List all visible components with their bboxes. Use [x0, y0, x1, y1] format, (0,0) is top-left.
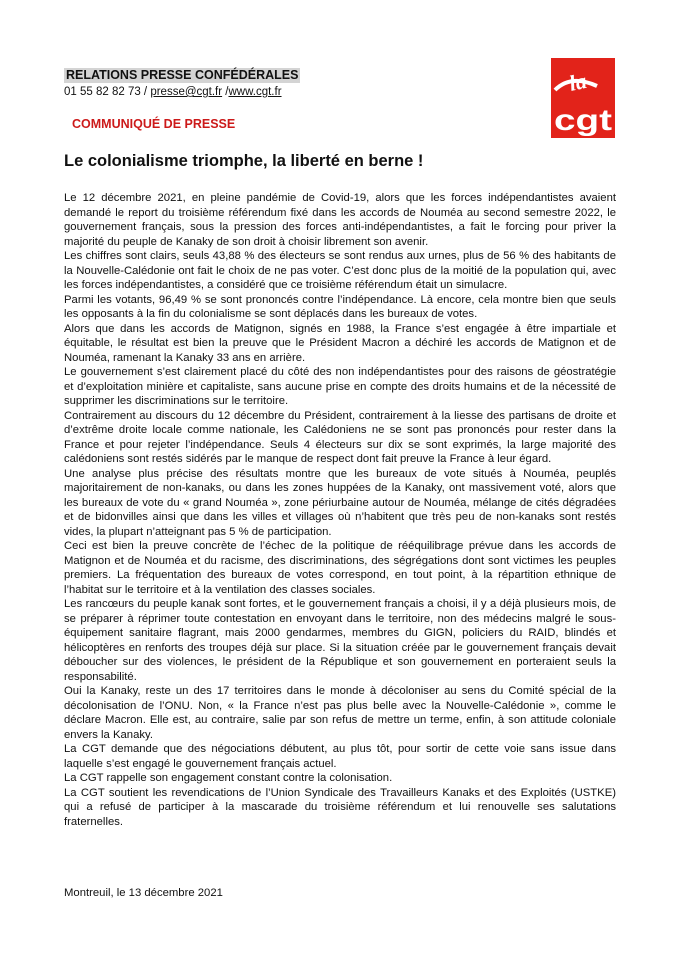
signoff-place-date: Montreuil, le 13 décembre 2021 — [64, 887, 223, 899]
body-paragraph: Contrairement au discours du 12 décembre du Président, contrairement à la liesse des partisans de droite et d’extrême droite locale comme nationale, les Calédoniens ne se sont pas prononcés pour rester dans la France et pour rejeter l’indépendance. Seuls 4 électeurs sur dix se sont exprimés, la large majorité des calédoniens sont restés sidérés par le manque de respect dont fait preuve la France à leur égard. — [64, 409, 616, 465]
press-relations-header — [64, 66, 300, 100]
press-release-label: COMMUNIQUÉ DE PRESSE — [72, 117, 236, 131]
body-paragraph: Ceci est bien la preuve concrète de l’échec de la politique de rééquilibrage prévue dans les accords de Matignon et de Nouméa et du racisme, des discriminations, des ségrégations dont sont victimes les peuples premiers. La fréquentation des bureaux de votes correspond, en tout point, à la répartition ethnique de l’habitat sur le territoire et à la ventilation des classes sociales. — [64, 540, 616, 596]
body-paragraph: La CGT soutient les revendications de l’Union Syndicale des Travailleurs Kanaks et des Exploités (USTKE) qui a refusé de participer à la mascarade du troisième référendum et lui renouvelle ses salutations fraternelles. — [64, 786, 616, 828]
body-paragraph: Alors que dans les accords de Matignon, signés en 1988, la France s’est engagée à être impartiale et équitable, le résultat est bien la preuve que le Président Macron a déchiré les accords de Matignon et de Nouméa, ramenant la Kanaky 33 ans en arrière. — [64, 322, 616, 364]
email-link[interactable]: presse@cgt.fr — [150, 86, 223, 98]
body-paragraph: Le 12 décembre 2021, en pleine pandémie de Covid-19, alors que les forces indépendantistes avaient demandé le report du troisième référendum fixé dans les accords de Nouméa au second semestre 2022, le gouvernement français, sous la pression des forces anti-indépendantistes, a fait le forcing pour priver la majorité du peuple de Kanaky de son droit à choisir librement son avenir. — [64, 192, 616, 248]
body-paragraph: Les chiffres sont clairs, seuls 43,88 % des électeurs se sont rendus aux urnes, plus de 56 % des habitants de la Nouvelle-Calédonie ont fait le choix de ne pas voter. C’est donc plus de la moitié de la population qui, avec les forces indépendantistes, a considéré que ce troisième référendum était un simulacre. — [64, 250, 616, 291]
body-paragraph: Une analyse plus précise des résultats montre que les bureaux de vote situés à Nouméa, peuplés majoritairement de non-kanaks, ou dans les zones huppées de la Kanaky, ont massivement voté, alors que les bureaux de vote du « grand Nouméa », zone périurbaine autour de Nouméa, mélange de cités dégradées et de bidonvilles ainsi que dans les villes et villages où n’habitent que très peu de non-kanaks sont restés vides, la plupart n’atteignant pas 5 % de participation. — [64, 467, 616, 538]
body-paragraph: Les rancœurs du peuple kanak sont fortes, et le gouvernement français a choisi, il y a déjà plusieurs mois, de se préparer à réprimer toute contestation en envoyant dans le territoire, non des médecins malgré le sous-équipement sanitaire flagrant, mais 2000 gendarmes, membres du GIGN, policiers du RAID, blindés et hélicoptères en renforts des troupes déjà sur place. Si la situation créée par le gouvernement français devait déboucher sur des violences, le président de la République et son gouvernement en porteraient seuls la responsabilité. — [64, 598, 616, 683]
cgt-logo — [551, 58, 615, 138]
phone-number: 01 55 82 82 73 / — [64, 86, 151, 98]
contact-separator: / — [222, 86, 229, 98]
website-link[interactable]: www.cgt.fr — [228, 86, 282, 98]
body-paragraph: La CGT rappelle son engagement constant contre la colonisation. — [64, 772, 393, 784]
body-paragraph: Oui la Kanaky, reste un des 17 territoires dans le monde à décoloniser au sens du Comité spécial de la décolonisation de l’ONU. Non, « la France n’est pas plus belle avec la Nouvelle-Calédonie », comme le déclare Macron. Elle est, au contraire, salie par son refus de mettre un terme, enfin, à son attitude coloniale envers la Kanaky. — [64, 685, 616, 741]
document-body — [64, 191, 616, 829]
document-title: Le colonialisme triomphe, la liberté en berne ! — [64, 152, 424, 170]
contact-line — [64, 85, 300, 100]
body-paragraph: Parmi les votants, 96,49 % se sont prononcés contre l’indépendance. Là encore, cela montre bien que seuls les opposants à la fin du colonialisme se sont déplacés dans les bureaux de votes. — [64, 293, 616, 320]
logo-main-text: cgt — [554, 104, 613, 137]
press-relations-title: RELATIONS PRESSE CONFÉDÉRALES — [66, 68, 299, 82]
body-paragraph: La CGT demande que des négociations débutent, au plus tôt, pour sortir de cette voie sans issue dans laquelle s’est engagé le gouvernement français actuel. — [64, 743, 616, 770]
logo-top-text: la — [566, 67, 589, 96]
body-paragraph: Le gouvernement s’est clairement placé du côté des non indépendantistes pour des raisons de géostratégie et d’exploitation minière et capitaliste, sans aucune prise en compte des droits humains et de la nécessité de supprimer les discriminations sur le territoire. — [64, 366, 616, 407]
